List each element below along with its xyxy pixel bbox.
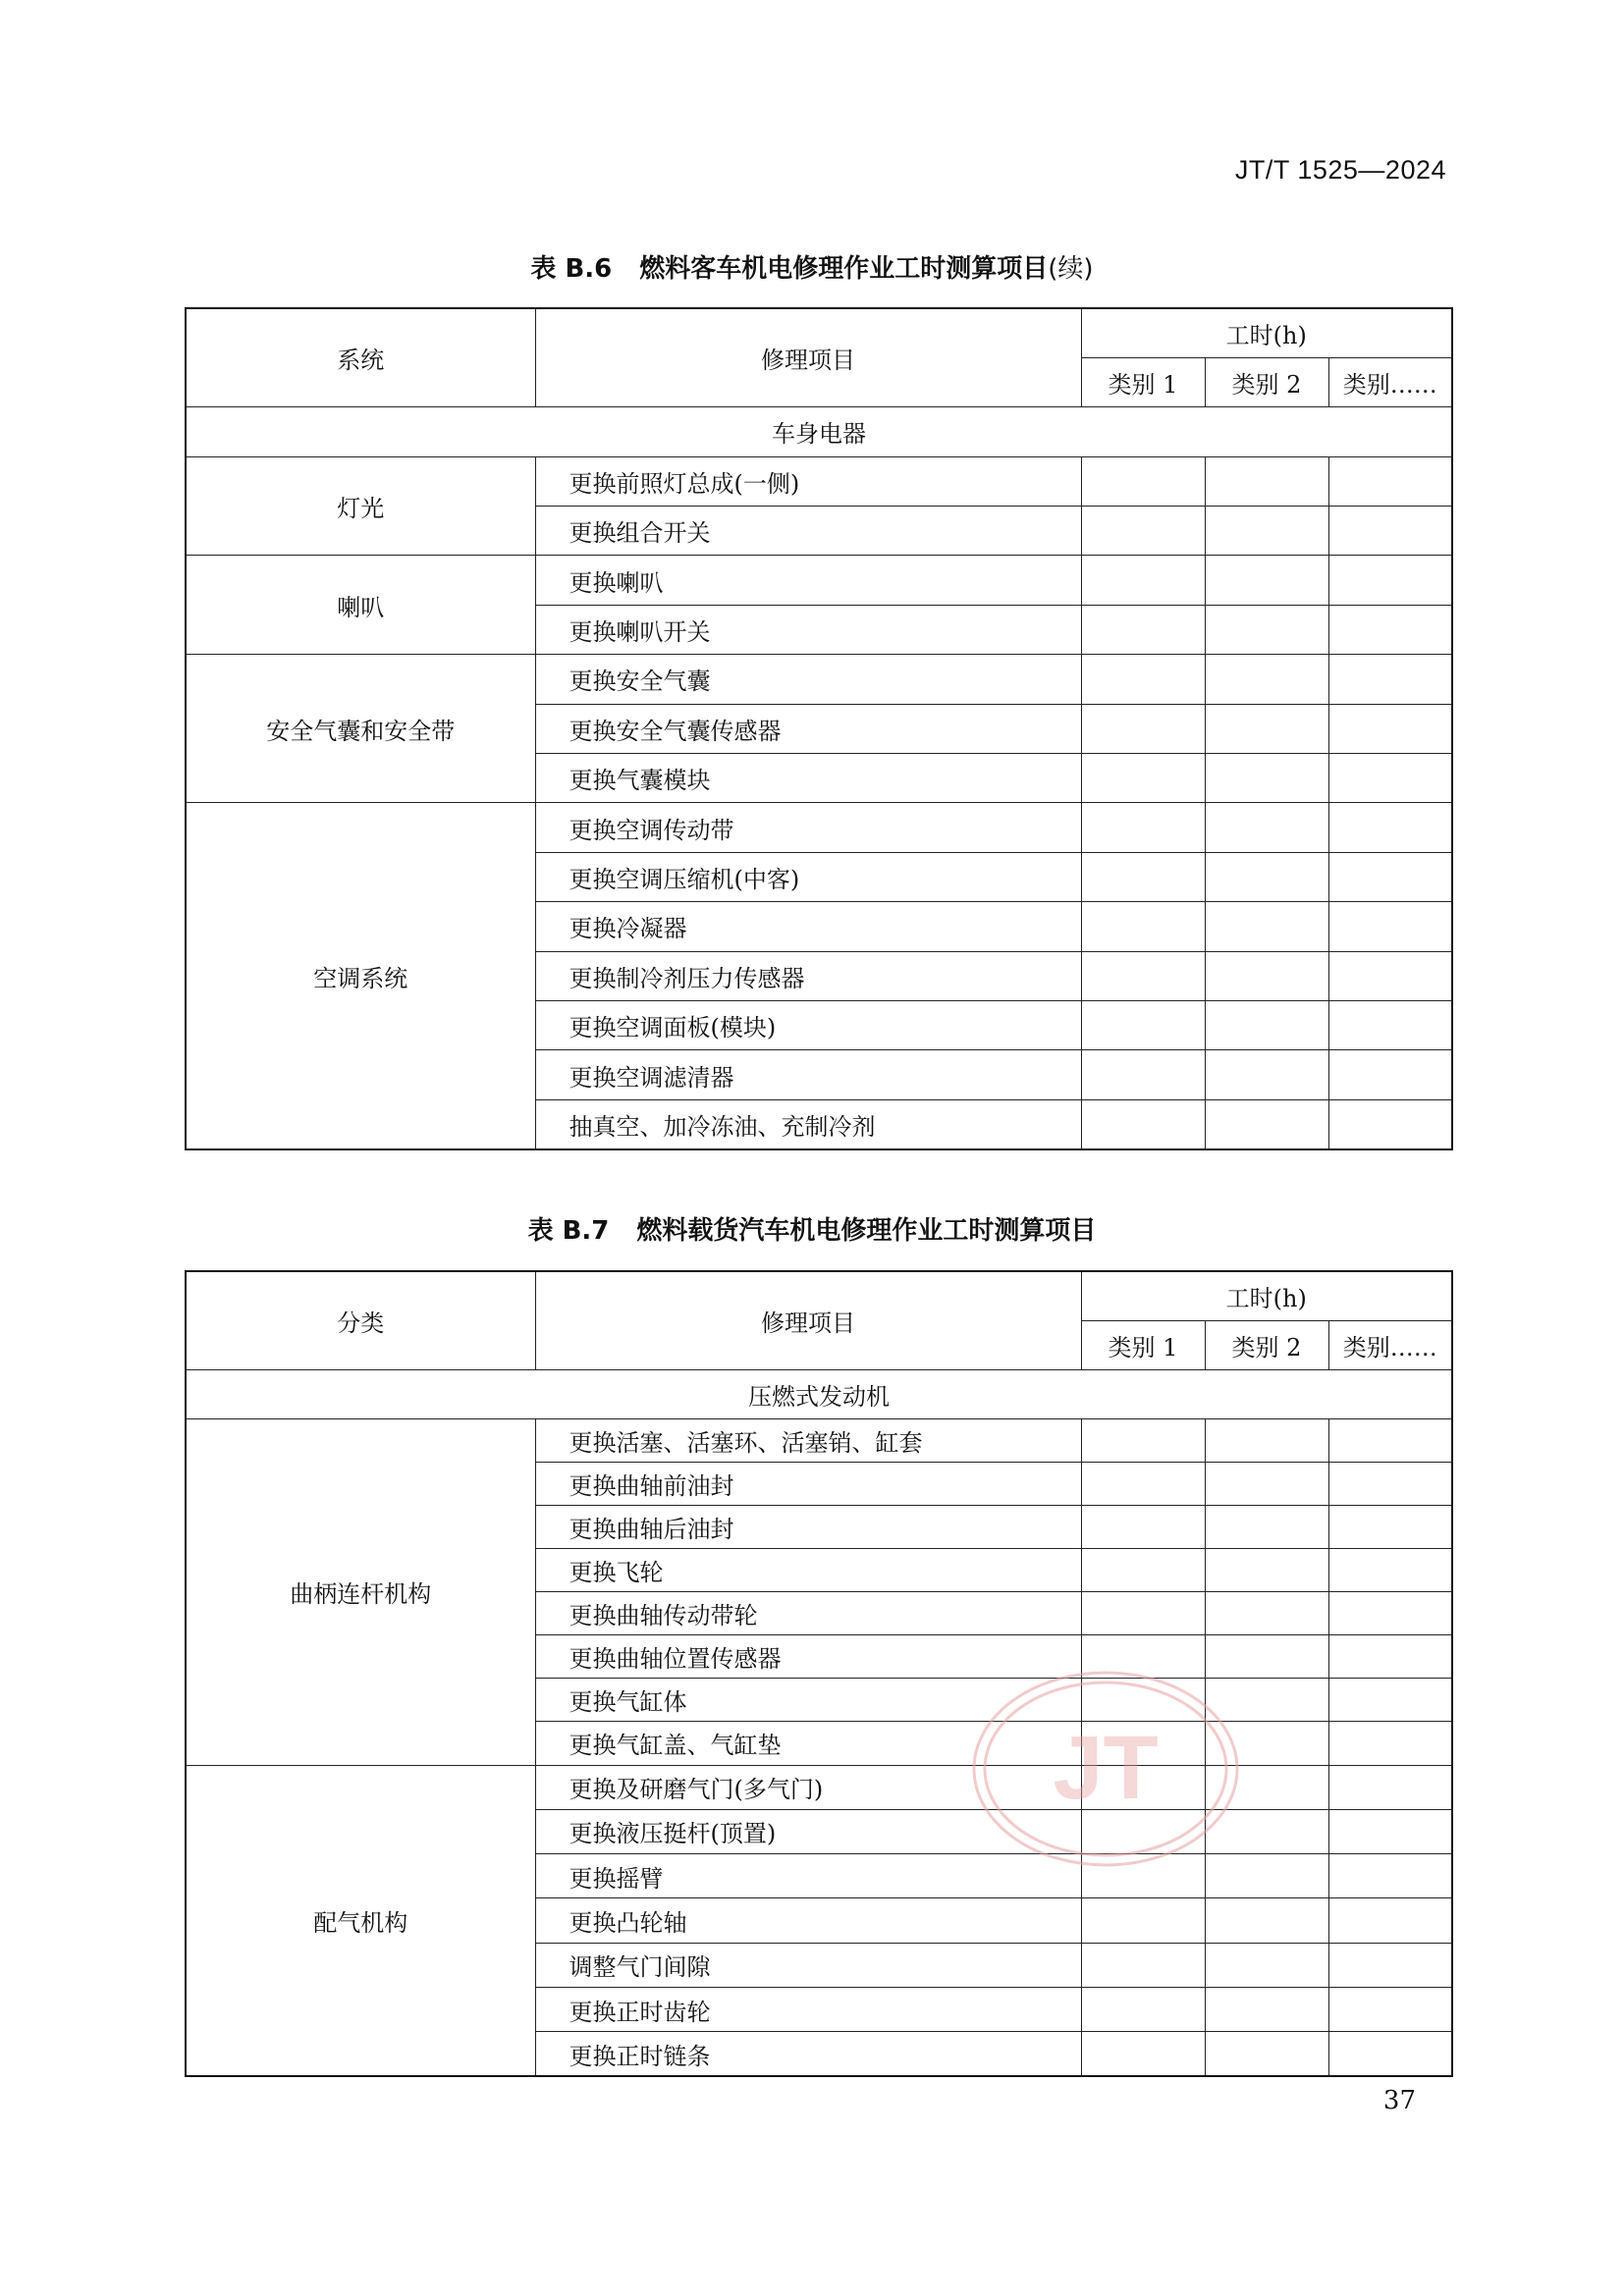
hours-cell — [1328, 456, 1452, 506]
table-b7-title: 燃料载货汽车机电修理作业工时测算项目 — [636, 1216, 1097, 1246]
hours-cell — [1081, 1462, 1205, 1505]
hours-cell — [1205, 803, 1328, 852]
hours-cell — [1081, 852, 1205, 901]
hours-cell — [1328, 1988, 1452, 2032]
table-row — [186, 655, 1452, 704]
hours-cell — [1205, 1988, 1328, 2032]
repair-item-cell: 更换冷凝器 — [535, 902, 1081, 951]
header-category-1: 类别 1 — [1081, 1320, 1205, 1369]
repair-item-cell: 更换正时齿轮 — [535, 1988, 1081, 2032]
hours-cell — [1328, 1099, 1452, 1148]
hours-cell — [1328, 655, 1452, 704]
hours-cell — [1081, 1000, 1205, 1049]
hours-cell — [1328, 605, 1452, 654]
hours-cell — [1328, 803, 1452, 852]
hours-cell — [1205, 1592, 1328, 1635]
hours-cell — [1205, 2032, 1328, 2076]
repair-item-cell: 抽真空、加冷冻油、充制冷剂 — [535, 1099, 1081, 1148]
hours-cell — [1328, 1943, 1452, 1987]
hours-cell — [1205, 704, 1328, 753]
hours-cell — [1328, 1854, 1452, 1898]
hours-cell — [1205, 556, 1328, 605]
hours-cell — [1081, 1418, 1205, 1462]
hours-cell — [1205, 1000, 1328, 1049]
group-name-cell: 安全气囊和安全带 — [186, 655, 535, 803]
header-category-more: 类别…… — [1328, 1320, 1452, 1369]
hours-cell — [1081, 556, 1205, 605]
repair-item-cell: 更换曲轴位置传感器 — [535, 1635, 1081, 1679]
group-name-cell: 空调系统 — [186, 803, 535, 1149]
repair-item-cell: 更换前照灯总成(一侧) — [535, 456, 1081, 506]
hours-cell — [1205, 456, 1328, 506]
hours-cell — [1081, 803, 1205, 852]
hours-cell — [1328, 1462, 1452, 1505]
header-category-more: 类别…… — [1328, 357, 1452, 406]
jt-watermark-stamp — [970, 1669, 1241, 1869]
page-number: 37 — [1382, 2086, 1416, 2115]
hours-cell — [1081, 507, 1205, 556]
repair-item-cell: 调整气门间隙 — [535, 1943, 1081, 1987]
repair-item-cell: 更换液压挺杆(顶置) — [535, 1809, 1081, 1853]
header-category-2: 类别 2 — [1205, 1320, 1328, 1369]
hours-cell — [1205, 1898, 1328, 1943]
table-b6-caption — [0, 248, 1624, 285]
table-row — [186, 803, 1452, 852]
hours-cell — [1205, 1505, 1328, 1548]
hours-cell — [1205, 655, 1328, 704]
hours-cell — [1328, 902, 1452, 951]
group-name-cell: 喇叭 — [186, 556, 535, 655]
table-b6-number: 表 B.6 — [530, 254, 613, 284]
hours-cell — [1328, 1635, 1452, 1679]
repair-item-cell: 更换飞轮 — [535, 1549, 1081, 1592]
hours-cell — [1081, 1943, 1205, 1987]
repair-item-cell: 更换组合开关 — [535, 507, 1081, 556]
header-system: 系统 — [186, 308, 535, 407]
repair-item-cell: 更换气缸盖、气缸垫 — [535, 1722, 1081, 1765]
repair-item-cell: 更换凸轮轴 — [535, 1898, 1081, 1943]
hours-cell — [1081, 1898, 1205, 1943]
hours-cell — [1328, 951, 1452, 1000]
table-b7 — [185, 1270, 1453, 2077]
hours-cell — [1081, 2032, 1205, 2076]
hours-cell — [1328, 507, 1452, 556]
hours-cell — [1205, 1050, 1328, 1099]
hours-cell — [1205, 951, 1328, 1000]
group-name-cell: 配气机构 — [186, 1765, 535, 2076]
repair-item-cell: 更换喇叭开关 — [535, 605, 1081, 654]
repair-item-cell: 更换气囊模块 — [535, 754, 1081, 803]
table-b6-continued: (续) — [1048, 254, 1094, 284]
hours-cell — [1081, 902, 1205, 951]
hours-cell — [1205, 1462, 1328, 1505]
header-category-1: 类别 1 — [1081, 357, 1205, 406]
hours-cell — [1081, 1988, 1205, 2032]
repair-item-cell: 更换曲轴前油封 — [535, 1462, 1081, 1505]
hours-cell — [1081, 456, 1205, 506]
table-row — [186, 1418, 1452, 1462]
hours-cell — [1328, 1809, 1452, 1853]
table-row — [186, 456, 1452, 506]
repair-item-cell: 更换空调压缩机(中客) — [535, 852, 1081, 901]
hours-cell — [1328, 1898, 1452, 1943]
hours-cell — [1328, 2032, 1452, 2076]
header-repair-item: 修理项目 — [535, 1271, 1081, 1369]
repair-item-cell: 更换曲轴后油封 — [535, 1505, 1081, 1548]
group-name-cell: 灯光 — [186, 456, 535, 556]
hours-cell — [1328, 704, 1452, 753]
repair-item-cell: 更换安全气囊传感器 — [535, 704, 1081, 753]
hours-cell — [1081, 1592, 1205, 1635]
section-row: 压燃式发动机 — [186, 1369, 1452, 1418]
repair-item-cell: 更换活塞、活塞环、活塞销、缸套 — [535, 1418, 1081, 1462]
table-b6-title: 燃料客车机电修理作业工时测算项目 — [639, 254, 1049, 284]
hours-cell — [1328, 1000, 1452, 1049]
table-row — [186, 1765, 1452, 1809]
hours-cell — [1081, 1505, 1205, 1548]
hours-cell — [1328, 1679, 1452, 1722]
hours-cell — [1205, 1099, 1328, 1148]
hours-cell — [1328, 1549, 1452, 1592]
hours-cell — [1081, 754, 1205, 803]
repair-item-cell: 更换喇叭 — [535, 556, 1081, 605]
hours-cell — [1205, 507, 1328, 556]
header-category-2: 类别 2 — [1205, 357, 1328, 406]
standard-code: JT/T 1525—2024 — [1234, 155, 1446, 185]
hours-cell — [1205, 754, 1328, 803]
hours-cell — [1081, 1050, 1205, 1099]
hours-cell — [1081, 655, 1205, 704]
hours-cell — [1081, 704, 1205, 753]
hours-cell — [1328, 556, 1452, 605]
svg-text:JT: JT — [1053, 1718, 1159, 1818]
repair-item-cell: 更换制冷剂压力传感器 — [535, 951, 1081, 1000]
hours-cell — [1328, 1505, 1452, 1548]
repair-item-cell: 更换气缸体 — [535, 1679, 1081, 1722]
hours-cell — [1205, 1418, 1328, 1462]
header-work-hours: 工时(h) — [1081, 1271, 1452, 1320]
hours-cell — [1205, 1943, 1328, 1987]
repair-item-cell: 更换安全气囊 — [535, 655, 1081, 704]
hours-cell — [1328, 852, 1452, 901]
repair-item-cell: 更换空调传动带 — [535, 803, 1081, 852]
hours-cell — [1205, 902, 1328, 951]
repair-item-cell: 更换正时链条 — [535, 2032, 1081, 2076]
section-row: 车身电器 — [186, 407, 1452, 456]
hours-cell — [1081, 605, 1205, 654]
repair-item-cell: 更换空调滤清器 — [535, 1050, 1081, 1099]
hours-cell — [1328, 1722, 1452, 1765]
header-work-hours: 工时(h) — [1081, 308, 1452, 357]
table-b6 — [185, 307, 1453, 1150]
repair-item-cell: 更换摇臂 — [535, 1854, 1081, 1898]
group-name-cell: 曲柄连杆机构 — [186, 1418, 535, 1765]
hours-cell — [1081, 1099, 1205, 1148]
hours-cell — [1081, 1549, 1205, 1592]
hours-cell — [1328, 1592, 1452, 1635]
hours-cell — [1328, 1050, 1452, 1099]
table-b7-caption — [0, 1210, 1624, 1247]
table-row — [186, 556, 1452, 605]
header-repair-item: 修理项目 — [535, 308, 1081, 407]
hours-cell — [1081, 951, 1205, 1000]
hours-cell — [1328, 754, 1452, 803]
repair-item-cell: 更换及研磨气门(多气门) — [535, 1765, 1081, 1809]
hours-cell — [1328, 1418, 1452, 1462]
hours-cell — [1328, 1765, 1452, 1809]
hours-cell — [1205, 605, 1328, 654]
hours-cell — [1205, 852, 1328, 901]
hours-cell — [1205, 1549, 1328, 1592]
table-b7-number: 表 B.7 — [527, 1216, 610, 1246]
header-category: 分类 — [186, 1271, 535, 1369]
repair-item-cell: 更换曲轴传动带轮 — [535, 1592, 1081, 1635]
repair-item-cell: 更换空调面板(模块) — [535, 1000, 1081, 1049]
